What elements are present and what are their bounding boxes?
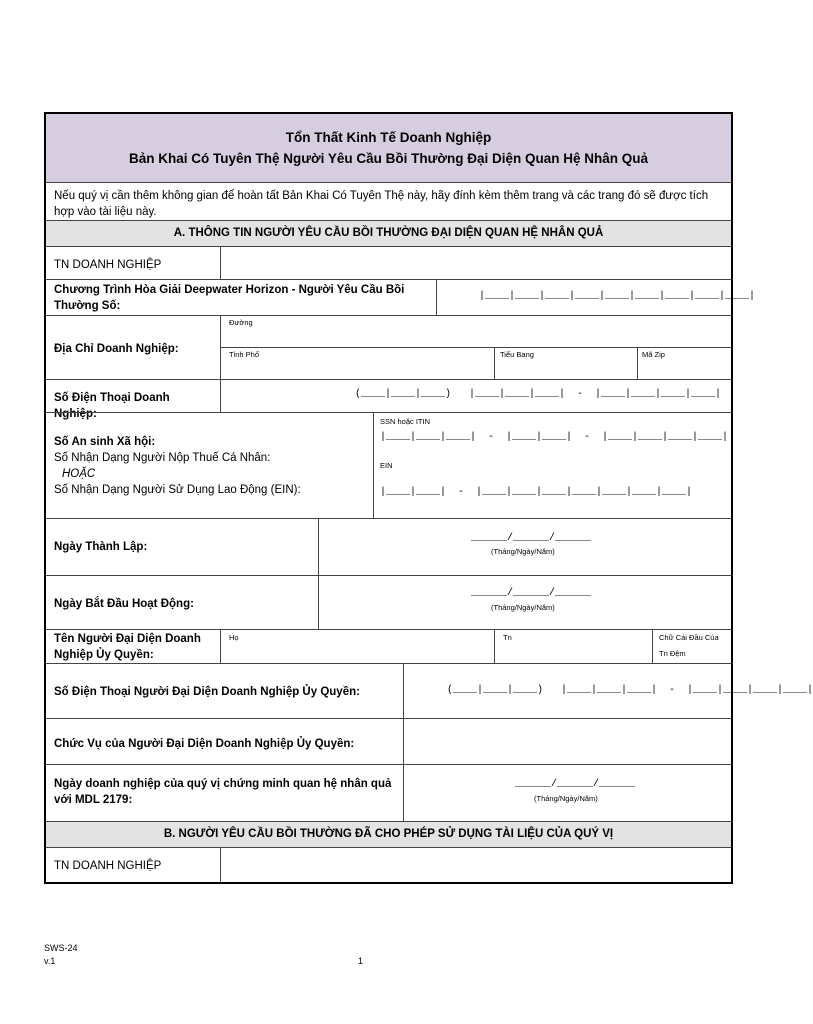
representative-phone-field[interactable] xyxy=(403,664,813,718)
middle-initial-hint-2: Tn Đệm xyxy=(659,649,686,658)
business-phone-field[interactable] xyxy=(220,380,731,412)
representative-last-name-field[interactable] xyxy=(220,630,494,663)
representative-title-field[interactable] xyxy=(403,719,731,764)
business-phone-row xyxy=(46,379,731,420)
form-code: SWS-24 xyxy=(44,943,78,953)
ein-label: Số Nhận Dạng Người Sử Dụng Lao Động (EIN): xyxy=(54,484,301,496)
affidavit-form xyxy=(44,112,813,884)
claim-number-row xyxy=(46,279,756,315)
start-date-row xyxy=(46,575,731,629)
first-name-hint: Tn xyxy=(503,633,512,642)
street-hint: Đường xyxy=(229,318,253,327)
claim-number-boxes: |____|____|____|____|____|____|____|____|____| xyxy=(479,291,756,302)
address-label: Địa Chỉ Doanh Nghiệp: xyxy=(54,343,179,355)
causation-date-row xyxy=(46,764,731,821)
start-date-field[interactable] xyxy=(318,576,731,629)
ein-boxes[interactable]: |____|____| - |____|____|____|____|____|____|____| xyxy=(380,487,693,498)
representative-phone-row xyxy=(46,663,813,718)
section-b-business-name-row xyxy=(46,847,731,882)
start-date-hint: (Tháng/Ngày/Năm) xyxy=(491,603,555,612)
city-field[interactable] xyxy=(221,347,494,380)
business-name-field[interactable] xyxy=(220,247,731,279)
ssn-itin-hint: SSN hoặc ITIN xyxy=(380,417,431,426)
claim-number-label: Chương Trình Hòa Giải Deepwater Horizon - Người Yêu Cầu Bồi Thường Số: xyxy=(54,284,405,312)
intro-note: Nếu quý vị cần thêm không gian để hoàn tất Bản Khai Có Tuyên Thệ này, hãy đính kèm thêm trang và các trang đó sẽ được tích hợp vào tài liệu này. xyxy=(46,182,731,220)
address-row xyxy=(46,315,731,379)
state-hint: Tiểu Bang xyxy=(500,350,534,359)
business-phone-label: Số Điện Thoại Doanh Nghiệp: xyxy=(54,392,170,420)
form-version: v.1 xyxy=(44,956,56,966)
founding-date-hint: (Tháng/Ngày/Năm) xyxy=(491,547,555,556)
last-name-hint: Họ xyxy=(229,633,239,642)
itin-label: Số Nhận Dạng Người Nộp Thuế Cá Nhân: xyxy=(54,452,271,464)
representative-name-label: Tên Người Đại Diện Doanh Nghiệp Ủy Quyền: xyxy=(54,633,201,661)
causation-date-label: Ngày doanh nghiệp của quý vị chứng minh quan hệ nhân quả với MDL 2179: xyxy=(54,778,392,806)
founding-date-field[interactable] xyxy=(318,519,731,575)
tax-id-fields xyxy=(373,413,731,518)
business-name-row xyxy=(46,246,731,279)
business-name-label: TN DOANH NGHIỆP xyxy=(54,259,162,271)
start-date-blank: ______/______/______ xyxy=(471,588,592,599)
representative-title-label: Chức Vụ của Người Đại Diện Doanh Nghiệp Ủy Quyền: xyxy=(54,738,355,750)
causation-date-hint: (Tháng/Ngày/Năm) xyxy=(534,794,598,803)
or-label: HOẶC xyxy=(62,468,96,480)
ein-hint: EIN xyxy=(380,461,393,470)
founding-date-label: Ngày Thành Lập: xyxy=(54,541,148,553)
section-b-business-name-field[interactable] xyxy=(220,848,731,882)
representative-name-row xyxy=(46,629,731,663)
address-fields xyxy=(220,316,731,379)
ssn-itin-boxes[interactable]: |____|____|____| - |____|____| - |____|____|____|____| xyxy=(380,432,729,443)
representative-title-row xyxy=(46,718,731,764)
representative-first-name-field[interactable] xyxy=(494,630,652,663)
section-a-heading: A. THÔNG TIN NGƯỜI YÊU CẦU BỒI THƯỜNG ĐẠI DIỆN QUAN HỆ NHÂN QUẢ xyxy=(46,220,731,246)
city-hint: Tỉnh Phố xyxy=(229,350,260,359)
business-phone-boxes: (____|____|____) |____|____|____| - |____|____|____|____| xyxy=(355,389,722,400)
causation-date-field[interactable] xyxy=(403,765,731,821)
representative-middle-initial-field[interactable] xyxy=(652,630,731,663)
form-subtitle: Bản Khai Có Tuyên Thệ Người Yêu Cầu Bồi Thường Đại Diện Quan Hệ Nhân Quả xyxy=(128,151,649,166)
section-b-business-name-label: TN DOANH NGHIỆP xyxy=(54,860,162,872)
representative-phone-boxes: (____|____|____) |____|____|____| - |____|____|____|____| xyxy=(447,685,813,696)
causation-date-blank: ______/______/______ xyxy=(515,779,636,790)
founding-date-row xyxy=(46,518,731,575)
tax-id-row xyxy=(46,412,731,518)
form-title-band xyxy=(46,114,731,182)
section-b-heading: B. NGƯỜI YÊU CẦU BỒI THƯỜNG ĐÃ CHO PHÉP SỬ DỤNG TÀI LIỆU CỦA QUÝ VỊ xyxy=(46,821,731,847)
zip-hint: Mã Zip xyxy=(642,350,665,359)
middle-initial-hint-1: Chữ Cái Đầu Của xyxy=(659,633,719,642)
start-date-label: Ngày Bắt Đầu Hoạt Động: xyxy=(54,598,194,610)
page-number: 1 xyxy=(358,956,364,966)
representative-phone-label: Số Điện Thoại Người Đại Diện Doanh Nghiệp Ủy Quyền: xyxy=(54,686,360,698)
ssn-label: Số An sinh Xã hội: xyxy=(54,436,156,448)
state-field[interactable] xyxy=(494,347,637,380)
zip-field[interactable] xyxy=(637,347,732,380)
founding-date-blank: ______/______/______ xyxy=(471,533,592,544)
form-title: Tổn Thất Kinh Tế Doanh Nghiệp xyxy=(285,130,492,145)
claim-number-field[interactable] xyxy=(436,280,756,315)
